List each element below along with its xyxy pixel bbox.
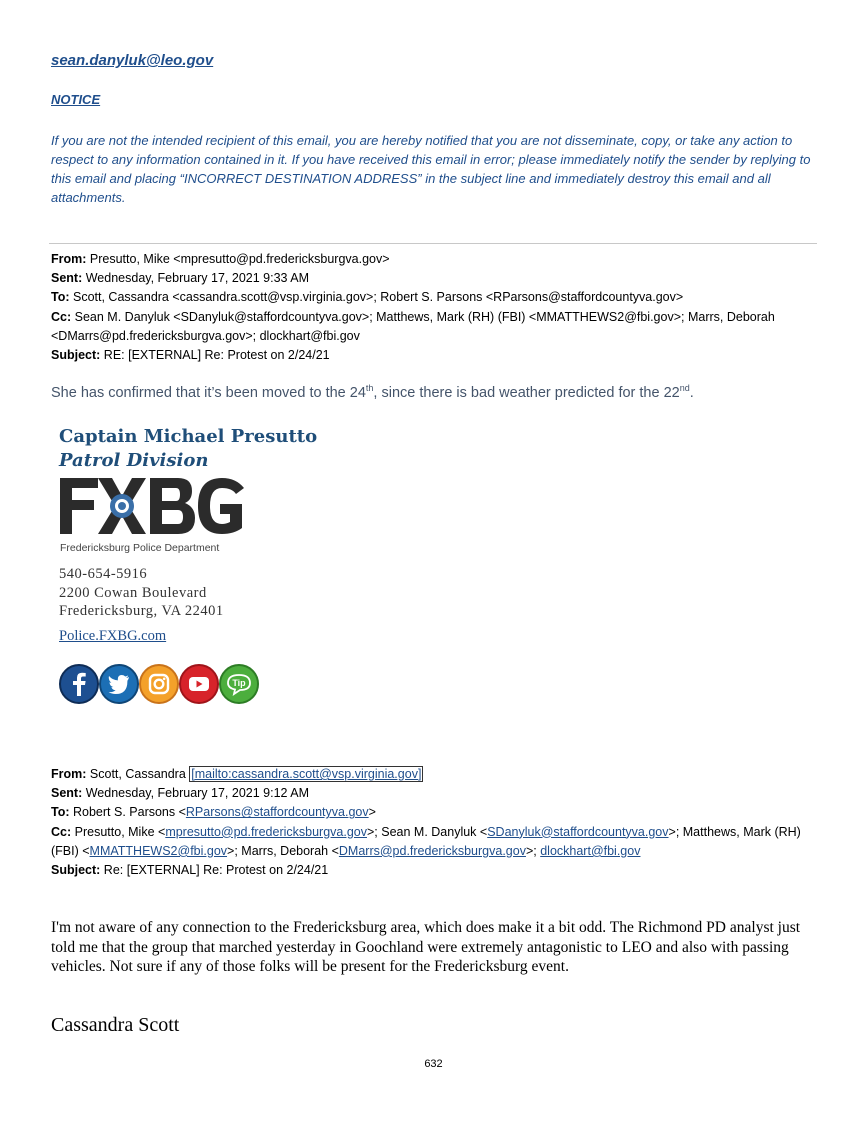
subject-line: Subject: RE: [EXTERNAL] Re: Protest on 2/24/21 xyxy=(51,348,330,363)
to-line: To: Robert S. Parsons <RParsons@staffordcountyva.gov> xyxy=(51,805,376,820)
email-header-1 xyxy=(51,250,821,365)
to-email-link[interactable]: RParsons@staffordcountyva.gov xyxy=(185,805,369,820)
to-line: To: Scott, Cassandra <cassandra.scott@vsp.virginia.gov>; Robert S. Parsons <RParsons@staffordcountyva.gov> xyxy=(51,290,684,305)
logo-subtitle: Fredericksburg Police Department xyxy=(60,542,220,554)
signature-phone: 540-654-5916 xyxy=(59,566,148,582)
sent-line: Sent: Wednesday, February 17, 2021 9:12 AM xyxy=(51,786,310,801)
notice-title: NOTICE xyxy=(51,92,101,107)
cc-line: Cc: Presutto, Mike <mpresutto@pd.fredericksburgva.gov>; Sean M. Danyluk <SDanyluk@staffordcountyva.gov>; Matthews, Mark (RH) (FBI) <MMATTHEWS2@fbi.gov>; Marrs, Deborah <DMarrs@pd.fredericksburgva.gov>; dlockhart@fbi.gov xyxy=(51,824,801,858)
cc-email-link[interactable]: MMATTHEWS2@fbi.gov xyxy=(89,843,228,858)
from-line: From: Scott, Cassandra [mailto:cassandra.scott@vsp.virginia.gov] xyxy=(51,767,422,781)
email-body-2: I'm not aware of any connection to the Fredericksburg area, which does make it a bit odd. The Richmond PD analyst just told me that the group that marched yesterday in Goochland were extremely antagonistic to LEO and also with passing vehicles. Not sure if any of those folks will be present for the Fredericksburg event. xyxy=(51,919,801,975)
cc-email-link[interactable]: dlockhart@fbi.gov xyxy=(540,843,641,858)
fxbg-logo xyxy=(58,474,248,558)
page-number: 632 xyxy=(424,1058,443,1070)
subject-line: Subject: Re: [EXTERNAL] Re: Protest on 2/24/21 xyxy=(51,863,329,878)
twitter-icon[interactable] xyxy=(98,663,140,705)
from-line: From: Presutto, Mike <mpresutto@pd.fredericksburgva.gov> xyxy=(51,252,390,266)
sent-line: Sent: Wednesday, February 17, 2021 9:33 AM xyxy=(51,271,310,286)
closing-signature: Cassandra Scott xyxy=(51,1014,180,1036)
facebook-icon[interactable] xyxy=(58,663,100,705)
cc-line: Cc: Sean M. Danyluk <SDanyluk@staffordcountyva.gov>; Matthews, Mark (RH) (FBI) <MMATTHEWS2@fbi.gov>; Marrs, Deborah <DMarrs@pd.fredericksburgva.gov>; dlockhart@fbi.gov xyxy=(51,309,775,343)
cc-email-link[interactable]: SDanyluk@staffordcountyva.gov xyxy=(487,824,669,839)
signature-street: 2200 Cowan Boulevard xyxy=(59,585,207,601)
cc-email-link[interactable]: DMarrs@pd.fredericksburgva.gov xyxy=(338,843,526,858)
cc-email-link[interactable]: mpresutto@pd.fredericksburgva.gov xyxy=(165,824,367,839)
notice-body: If you are not the intended recipient of this email, you are hereby notified that you are not disseminate, copy, or take any action to respect to any information contained in it. If you have received this email in error; please immediately notify the sender by replying to this email and placing “INCORRECT DESTINATION ADDRESS” in the subject line and immediately destroy this email and all attachments. xyxy=(51,133,811,205)
signature-division: Patrol Division xyxy=(59,450,209,471)
from-mailto-link[interactable]: [mailto:cassandra.scott@vsp.virginia.gov] xyxy=(191,767,422,781)
social-icons xyxy=(58,663,258,705)
instagram-icon[interactable] xyxy=(138,663,180,705)
header-divider xyxy=(49,243,817,244)
signature-website-link[interactable]: Police.FXBG.com xyxy=(59,628,167,644)
signature-name: Captain Michael Presutto xyxy=(59,426,318,447)
youtube-icon[interactable] xyxy=(178,663,220,705)
tip-icon[interactable] xyxy=(218,663,260,705)
signature-email-link[interactable]: sean.danyluk@leo.gov xyxy=(51,52,214,69)
email-header-2 xyxy=(51,765,821,880)
signature-city: Fredericksburg, VA 22401 xyxy=(59,603,224,619)
email-body-1: She has confirmed that it’s been moved to the 24th, since there is bad weather predicted for the 22nd. xyxy=(51,383,694,401)
tip-label: Tip xyxy=(232,678,246,688)
